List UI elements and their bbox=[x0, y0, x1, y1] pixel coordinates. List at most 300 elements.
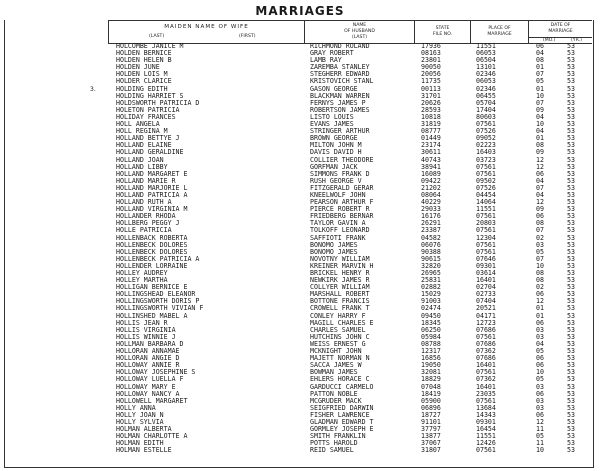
state-file-no: 04582 bbox=[421, 233, 441, 242]
month: 10 bbox=[536, 446, 544, 455]
table-row bbox=[4, 149, 592, 156]
year: 53 bbox=[567, 325, 575, 334]
place-code: 07561 bbox=[476, 212, 496, 221]
state-file-no: 00113 bbox=[421, 84, 441, 93]
table-row bbox=[4, 43, 592, 50]
place-code: 07686 bbox=[476, 325, 496, 334]
month: 03 bbox=[536, 325, 544, 334]
place-code: 02704 bbox=[476, 283, 496, 292]
column-header bbox=[108, 20, 592, 44]
place-code: 13684 bbox=[476, 403, 496, 412]
place-code: 12304 bbox=[476, 233, 496, 242]
state-file-no: 12317 bbox=[421, 347, 441, 356]
maiden-name-label: MAIDEN NAME OF WIFE bbox=[164, 24, 249, 30]
month: 05 bbox=[536, 77, 544, 86]
wife-name: HOLL ANGELA bbox=[116, 120, 160, 129]
husband-name: KRISTOVICH STANL bbox=[310, 77, 374, 86]
place-code: 11551 bbox=[476, 432, 496, 441]
year: 53 bbox=[567, 212, 575, 221]
husband-name: DAVIS DAVID H bbox=[310, 148, 362, 157]
wife-name: HOLCOMBE JANICE M bbox=[116, 42, 184, 50]
place-code: 04454 bbox=[476, 190, 496, 199]
table-row bbox=[4, 157, 592, 164]
husband-name: MCKNIGHT JOHN bbox=[310, 347, 362, 356]
place-code: 05704 bbox=[476, 98, 496, 107]
state-file-no: 18345 bbox=[421, 318, 441, 327]
state-file-no: 08788 bbox=[421, 339, 441, 348]
husband-name: GLADMAN EDWARD T bbox=[310, 417, 374, 426]
year: 53 bbox=[567, 432, 575, 441]
table-row bbox=[4, 256, 592, 263]
year: 53 bbox=[567, 290, 575, 299]
husband-name: SAFFIOTI FRANK bbox=[310, 233, 366, 242]
year: 53 bbox=[567, 120, 575, 129]
date-marriage-label: MARRIAGE bbox=[548, 29, 573, 34]
state-file-no: 13877 bbox=[421, 432, 441, 441]
month: 06 bbox=[536, 290, 544, 299]
wife-name: HOLLIGAN BERNICE E bbox=[116, 283, 188, 292]
last-label: (LAST) bbox=[149, 34, 165, 39]
wife-name: HOLLENBECK DOLORES bbox=[116, 247, 188, 256]
state-file-no: 16176 bbox=[421, 212, 441, 221]
state-file-no: 17936 bbox=[421, 42, 441, 50]
wife-name: HOLLE PATRICIA bbox=[116, 226, 172, 235]
wife-name: HOLDEN LOIS M bbox=[116, 70, 168, 79]
husband-name: PEARSON ARTHUR F bbox=[310, 198, 374, 207]
year: 53 bbox=[567, 439, 575, 448]
state-file-no: 05900 bbox=[421, 396, 441, 405]
husband-name: GRAY ROBERT bbox=[310, 49, 354, 58]
table-row bbox=[4, 227, 592, 234]
wife-name: HOLLIS VIRGINIA bbox=[116, 325, 176, 334]
husband-name: SEIGFRIED DARWIN bbox=[310, 403, 374, 412]
state-file-no: 23801 bbox=[421, 56, 441, 65]
year: 53 bbox=[567, 205, 575, 214]
maiden-name-header bbox=[108, 21, 304, 43]
month: 08 bbox=[536, 141, 544, 150]
place-code: 06504 bbox=[476, 56, 496, 65]
place-code: 07561 bbox=[476, 368, 496, 377]
husband-name: CONLEY HARRY F bbox=[310, 311, 366, 320]
month: 07 bbox=[536, 98, 544, 107]
place-code: 16401 bbox=[476, 361, 496, 370]
table-row bbox=[4, 114, 592, 121]
month: 12 bbox=[536, 297, 544, 306]
table-row bbox=[4, 362, 592, 369]
year: 53 bbox=[567, 198, 575, 207]
husband-name: MAJETT NORMAN N bbox=[310, 354, 370, 363]
table-row bbox=[4, 440, 592, 447]
place-code: 12426 bbox=[476, 439, 496, 448]
place-code: 16401 bbox=[476, 276, 496, 285]
state-file-no: 06076 bbox=[421, 240, 441, 249]
wife-name: HOLLEY MARTHA bbox=[116, 276, 168, 285]
state-file-no: 37797 bbox=[421, 425, 441, 434]
husband-name: NOVOTNY WILLIAM bbox=[310, 254, 370, 263]
place-code: 16401 bbox=[476, 382, 496, 391]
table-row bbox=[4, 249, 592, 256]
month: 07 bbox=[536, 226, 544, 235]
table-row bbox=[4, 419, 592, 426]
place-code: 07561 bbox=[476, 120, 496, 129]
husband-name: ROBERTSON JAMES bbox=[310, 105, 370, 114]
month: 07 bbox=[536, 254, 544, 263]
husband-name: LISTO LOUIS bbox=[310, 112, 354, 121]
wife-name: HOLLENBECK PATRICIA A bbox=[116, 254, 200, 263]
place-header bbox=[470, 21, 528, 43]
place-code: 03614 bbox=[476, 269, 496, 277]
husband-name: LAMB RAY bbox=[310, 56, 342, 65]
year: 53 bbox=[567, 226, 575, 235]
year: 53 bbox=[567, 155, 575, 164]
table-row bbox=[4, 298, 592, 305]
table-row bbox=[4, 398, 592, 405]
husband-name: KNEELWOLF JOHN bbox=[310, 190, 366, 199]
husband-name: GARDUCCI CARMELO bbox=[310, 382, 374, 391]
state-file-no: 31807 bbox=[421, 446, 441, 455]
month: 06 bbox=[536, 389, 544, 398]
year: 53 bbox=[567, 283, 575, 292]
state-file-no: 02474 bbox=[421, 304, 441, 313]
state-file-no: 06896 bbox=[421, 403, 441, 412]
state-file-no: 02882 bbox=[421, 283, 441, 292]
table-row bbox=[4, 235, 592, 242]
year: 53 bbox=[567, 49, 575, 58]
table-row bbox=[4, 206, 592, 213]
table-row bbox=[4, 213, 592, 220]
husband-label-1: NAME bbox=[352, 23, 367, 28]
husband-name: BROWN GEORGE bbox=[310, 134, 358, 143]
table-row bbox=[4, 277, 592, 284]
state-file-no: 07048 bbox=[421, 382, 441, 391]
wife-name: HOLLINSHED MABEL A bbox=[116, 311, 188, 320]
place-code: 07561 bbox=[476, 240, 496, 249]
wife-name: HOLLBERG PEGGY J bbox=[116, 219, 180, 228]
place-code: 09301 bbox=[476, 261, 496, 270]
wife-name: HOLMAN ALBERTA bbox=[116, 425, 172, 434]
month: 07 bbox=[536, 183, 544, 192]
state-file-no: 06250 bbox=[421, 325, 441, 334]
table-row bbox=[4, 78, 592, 85]
month: 04 bbox=[536, 127, 544, 136]
month: 07 bbox=[536, 70, 544, 79]
wife-name: HOLDEN JUNE bbox=[116, 63, 160, 72]
year: 53 bbox=[567, 56, 575, 65]
wife-name: HOLLAND JOAN bbox=[116, 155, 164, 164]
month: 08 bbox=[536, 219, 544, 228]
date-header bbox=[528, 21, 592, 43]
table-row bbox=[4, 142, 592, 149]
husband-name: FERNYS JAMES P bbox=[310, 98, 366, 107]
month: 05 bbox=[536, 247, 544, 256]
wife-name: HOLLY SYLVIA bbox=[116, 417, 164, 426]
year: 53 bbox=[567, 276, 575, 285]
table-row bbox=[4, 313, 592, 320]
year: 53 bbox=[567, 318, 575, 327]
year: 53 bbox=[567, 269, 575, 277]
wife-name: HOLDSWORTH PATRICIA D bbox=[116, 98, 200, 107]
state-label: STATE bbox=[435, 26, 450, 31]
year: 53 bbox=[567, 410, 575, 419]
year: 53 bbox=[567, 254, 575, 263]
month: 08 bbox=[536, 269, 544, 277]
year: 53 bbox=[567, 127, 575, 136]
year: 53 bbox=[567, 403, 575, 412]
year: 53 bbox=[567, 375, 575, 384]
table-row bbox=[4, 107, 592, 114]
husband-name: REID SAMUEL bbox=[310, 446, 354, 455]
year: 53 bbox=[567, 162, 575, 171]
table-row bbox=[4, 242, 592, 249]
month: 06 bbox=[536, 212, 544, 221]
year: 53 bbox=[567, 368, 575, 377]
place-code: 02346 bbox=[476, 70, 496, 79]
wife-name: HOLLORAN ANGIE D bbox=[116, 354, 180, 363]
table-row bbox=[4, 447, 592, 454]
state-file-no: 15029 bbox=[421, 290, 441, 299]
state-file-no: 20056 bbox=[421, 70, 441, 79]
place-code: 07561 bbox=[476, 169, 496, 178]
wife-name: HOLLOWAY LUELLA F bbox=[116, 375, 184, 384]
place-code: 06455 bbox=[476, 91, 496, 100]
state-file-no: 40229 bbox=[421, 198, 441, 207]
month: 02 bbox=[536, 233, 544, 242]
year: 53 bbox=[567, 389, 575, 398]
husband-name: POTTS HAROLD bbox=[310, 439, 358, 448]
table-row bbox=[4, 334, 592, 341]
mo-label: (MO.) bbox=[543, 38, 556, 43]
table-row bbox=[4, 263, 592, 270]
place-code: 02223 bbox=[476, 141, 496, 150]
state-file-no: 08163 bbox=[421, 49, 441, 58]
husband-name: BONOMO JAMES bbox=[310, 247, 358, 256]
husband-name: MARSHALL ROBERT bbox=[310, 290, 370, 299]
husband-name: CHARLES SAMUEL bbox=[310, 325, 366, 334]
place-code: 07561 bbox=[476, 446, 496, 455]
year: 53 bbox=[567, 261, 575, 270]
place-code: 02733 bbox=[476, 290, 496, 299]
year: 53 bbox=[567, 77, 575, 86]
place-code: 07646 bbox=[476, 254, 496, 263]
month: 03 bbox=[536, 240, 544, 249]
month: 05 bbox=[536, 432, 544, 441]
husband-name: SIMMONS FRANK D bbox=[310, 169, 370, 178]
state-file-no: 37067 bbox=[421, 439, 441, 448]
month: 10 bbox=[536, 368, 544, 377]
table-row bbox=[4, 71, 592, 78]
state-file-no: 08064 bbox=[421, 190, 441, 199]
place-code: 17404 bbox=[476, 105, 496, 114]
state-file-no: 40743 bbox=[421, 155, 441, 164]
table-row bbox=[4, 86, 592, 93]
husband-name: KREINER MARVIN H bbox=[310, 261, 374, 270]
state-file-no: 18727 bbox=[421, 410, 441, 419]
month: 03 bbox=[536, 396, 544, 405]
state-file-no: 09450 bbox=[421, 311, 441, 320]
year: 53 bbox=[567, 297, 575, 306]
year: 53 bbox=[567, 347, 575, 356]
month: 03 bbox=[536, 403, 544, 412]
wife-name: HOLLAND MARJORIE L bbox=[116, 183, 188, 192]
table-row bbox=[4, 220, 592, 227]
husband-label-3: (LAST) bbox=[351, 35, 368, 40]
year: 53 bbox=[567, 134, 575, 143]
place-code: 13101 bbox=[476, 63, 496, 72]
wife-name: HOLMAN EDITH bbox=[116, 439, 164, 448]
year: 53 bbox=[567, 332, 575, 341]
wife-name: HOLLEY AUDREY bbox=[116, 269, 168, 277]
husband-name: FRIEDBERG BERNAR bbox=[310, 212, 374, 221]
month: 05 bbox=[536, 375, 544, 384]
husband-name: BOWMAN JAMES bbox=[310, 368, 358, 377]
state-file-no: 10818 bbox=[421, 112, 441, 121]
wife-name: HOLDING EDITH bbox=[116, 84, 168, 93]
wife-name: HOLLIS JEAN R bbox=[116, 318, 168, 327]
year: 53 bbox=[567, 190, 575, 199]
month: 06 bbox=[536, 318, 544, 327]
month: 06 bbox=[536, 361, 544, 370]
month: 04 bbox=[536, 190, 544, 199]
table-row bbox=[4, 199, 592, 206]
page-title: MARRIAGES bbox=[255, 4, 345, 18]
husband-name: ZAREMBA STANLEY bbox=[310, 63, 370, 72]
month: 11 bbox=[536, 425, 544, 434]
wife-name: HOLL REGINA M bbox=[116, 127, 168, 136]
husband-name: RUSH GEORGE V bbox=[310, 176, 362, 185]
husband-name: GASON GEORGE bbox=[310, 84, 358, 93]
month: 01 bbox=[536, 311, 544, 320]
record-list bbox=[4, 43, 592, 454]
state-file-no: 90615 bbox=[421, 254, 441, 263]
husband-name: STEGHERR EDWARD bbox=[310, 70, 370, 79]
wife-name: HOLLAND GERALDINE bbox=[116, 148, 184, 157]
wife-name: HOLLY JOAN N bbox=[116, 410, 164, 419]
husband-name: SMITH FRANKLIN bbox=[310, 432, 366, 441]
month: 08 bbox=[536, 56, 544, 65]
year: 53 bbox=[567, 361, 575, 370]
husband-name: HUTCHINS JOHN C bbox=[310, 332, 370, 341]
place-code: 16403 bbox=[476, 148, 496, 157]
wife-name: HOLLIS WINNIE J bbox=[116, 332, 176, 341]
row-marker: 3. bbox=[90, 86, 96, 93]
table-row bbox=[4, 327, 592, 334]
husband-name: EHLERS HORACE C bbox=[310, 375, 370, 384]
husband-name: EVANS JAMES bbox=[310, 120, 354, 129]
year: 53 bbox=[567, 382, 575, 391]
state-file-no: 05984 bbox=[421, 332, 441, 341]
husband-name: MCGRUDER MACK bbox=[310, 396, 362, 405]
table-row bbox=[4, 192, 592, 199]
place-code: 07404 bbox=[476, 297, 496, 306]
state-file-no: 09422 bbox=[421, 176, 441, 185]
wife-name: HOLLOWAY NANCY A bbox=[116, 389, 180, 398]
month: 10 bbox=[536, 261, 544, 270]
month: 09 bbox=[536, 148, 544, 157]
table-row bbox=[4, 405, 592, 412]
wife-name: HOLLINGSWORTH VIVIAN F bbox=[116, 304, 204, 313]
table-row bbox=[4, 412, 592, 419]
month: 01 bbox=[536, 63, 544, 72]
state-file-no: 16089 bbox=[421, 169, 441, 178]
wife-name: HOLLENBACK ROBERTA bbox=[116, 233, 188, 242]
table-row bbox=[4, 348, 592, 355]
month: 03 bbox=[536, 332, 544, 341]
place-code: 07686 bbox=[476, 339, 496, 348]
place-code: 09502 bbox=[476, 176, 496, 185]
table-row bbox=[4, 164, 592, 171]
year: 53 bbox=[567, 396, 575, 405]
husband-name: GORMLEY JOSEPH E bbox=[310, 425, 374, 434]
table-row bbox=[4, 171, 592, 178]
month: 04 bbox=[536, 49, 544, 58]
table-row bbox=[4, 57, 592, 64]
husband-name: MILTON JOHN M bbox=[310, 141, 362, 150]
table-row bbox=[4, 284, 592, 291]
state-file-no: 23174 bbox=[421, 141, 441, 150]
wife-name: HOLLORAN ANNAMAE bbox=[116, 347, 180, 356]
wife-name: HOLDER CLARICE bbox=[116, 77, 172, 86]
place-code: 16454 bbox=[476, 425, 496, 434]
place-code: 06053 bbox=[476, 77, 496, 86]
wife-name: HOLLAND LIBBY bbox=[116, 162, 168, 171]
year: 53 bbox=[567, 141, 575, 150]
husband-name: PIERCE ROBERT R bbox=[310, 205, 370, 214]
wife-name: HOLMAN ESTELLE bbox=[116, 446, 172, 455]
table-row bbox=[4, 355, 592, 362]
month: 01 bbox=[536, 134, 544, 143]
place-code: 04171 bbox=[476, 311, 496, 320]
place-label: PLACE OF bbox=[488, 26, 511, 31]
wife-name: HOLLAND VIRGINIA M bbox=[116, 205, 188, 214]
table-row bbox=[4, 93, 592, 100]
year: 53 bbox=[567, 42, 575, 50]
place-code: 09301 bbox=[476, 417, 496, 426]
month: 12 bbox=[536, 155, 544, 164]
husband-name: MAGILL CHARLES E bbox=[310, 318, 374, 327]
mo-yr-row bbox=[529, 37, 592, 43]
state-file-no: 32820 bbox=[421, 261, 441, 270]
state-file-header bbox=[414, 21, 470, 43]
month: 06 bbox=[536, 410, 544, 419]
place-code: 14343 bbox=[476, 410, 496, 419]
state-file-no: 30611 bbox=[421, 148, 441, 157]
place-code: 06053 bbox=[476, 49, 496, 58]
wife-name: HOLLOWAY ANNIE R bbox=[116, 361, 180, 370]
husband-name: BOTTONE FRANCIS bbox=[310, 297, 370, 306]
marriage-label: MARRIAGE bbox=[487, 32, 512, 37]
state-file-no: 26291 bbox=[421, 219, 441, 228]
year: 53 bbox=[567, 425, 575, 434]
state-file-no: 31701 bbox=[421, 91, 441, 100]
state-file-no: 01449 bbox=[421, 134, 441, 143]
wife-name: HOLLOWELL MARGARET bbox=[116, 396, 188, 405]
wife-name: HOLLENDER LORRAINE bbox=[116, 261, 188, 270]
month: 05 bbox=[536, 347, 544, 356]
husband-name: TAYLOR GAVIN A bbox=[310, 219, 366, 228]
month: 04 bbox=[536, 112, 544, 121]
year: 53 bbox=[567, 183, 575, 192]
place-code: 09052 bbox=[476, 134, 496, 143]
husband-name: COLLIER THEODORE bbox=[310, 155, 374, 164]
year: 53 bbox=[567, 240, 575, 249]
year: 53 bbox=[567, 219, 575, 228]
place-code: 20803 bbox=[476, 219, 496, 228]
state-file-no: 29033 bbox=[421, 205, 441, 214]
state-file-no: 23387 bbox=[421, 226, 441, 235]
wife-name: HOLMAN CHARLOTTE A bbox=[116, 432, 188, 441]
wife-name: HOLLANDER RHODA bbox=[116, 212, 176, 221]
year: 53 bbox=[567, 233, 575, 242]
